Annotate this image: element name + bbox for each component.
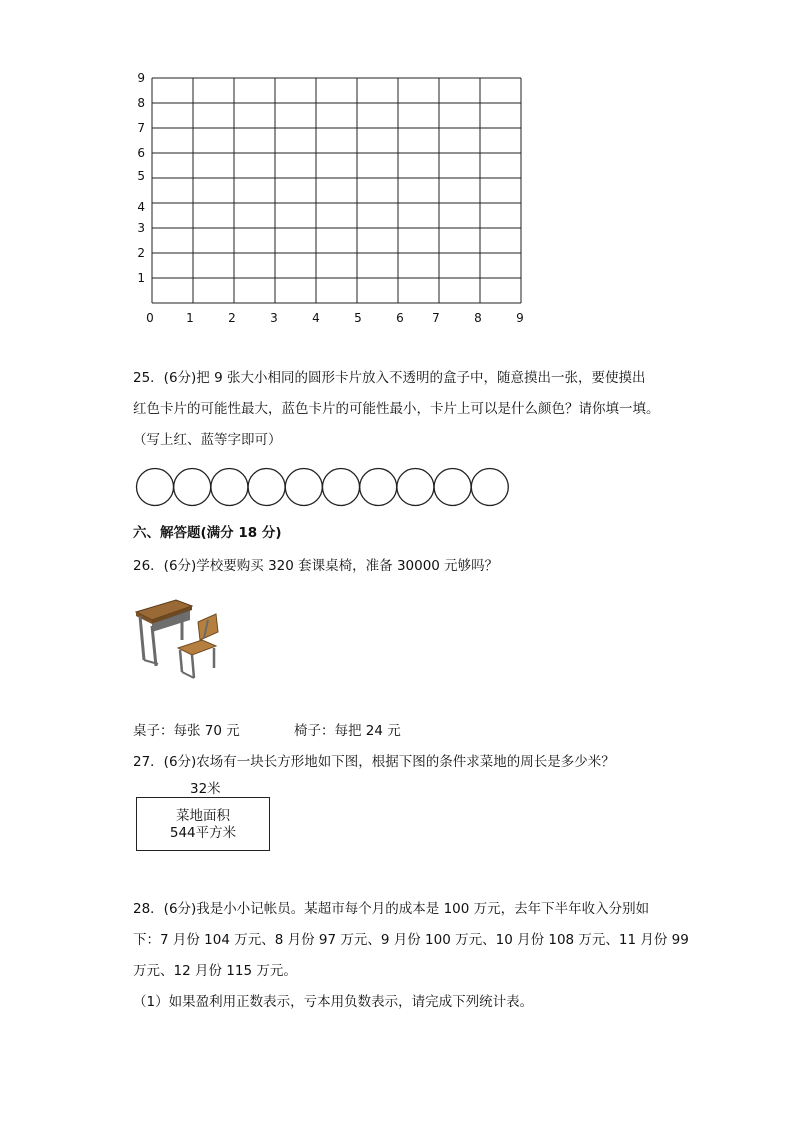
q25-text-line2: 红色卡片的可能性最大，蓝色卡片的可能性最小，卡片上可以是什么颜色？请你填一填。 [133,401,660,417]
x-tick-label: 3 [270,311,278,325]
field-length-label: 32米 [190,781,221,797]
card-circle[interactable] [248,469,285,506]
q26-text: 26．(6分)学校要购买 320 套课桌椅，准备 30000 元够吗？ [133,558,499,574]
x-tick-label: 2 [228,311,236,325]
q28-subquestion-1: （1）如果盈利用正数表示，亏本用负数表示，请完成下列统计表。 [133,994,534,1010]
y-tick-label: 9 [137,71,145,85]
y-tick-label: 5 [137,169,145,183]
card-circle[interactable] [211,469,248,506]
coordinate-grid [130,66,530,328]
desk-price: 桌子：每张 70 元 [133,723,240,739]
card-circle[interactable] [323,469,360,506]
x-tick-label: 4 [312,311,320,325]
card-circle[interactable] [174,469,211,506]
q28-text-line3: 万元、12 月份 115 万元。 [133,963,297,979]
y-tick-label: 4 [137,200,145,214]
card-circles-row [135,467,515,509]
y-tick-label: 6 [137,146,145,160]
card-circle[interactable] [285,469,322,506]
x-tick-label: 7 [432,311,440,325]
x-tick-label: 1 [186,311,194,325]
desk-chair-image [132,592,224,682]
card-circle[interactable] [434,469,471,506]
section-heading: 六、解答题(满分 18 分) [133,525,282,541]
x-tick-label: 0 [146,311,154,325]
x-tick-label: 6 [396,311,404,325]
card-circle[interactable] [360,469,397,506]
y-tick-label: 2 [137,246,145,260]
y-tick-label: 7 [137,121,145,135]
chair-price: 椅子：每把 24 元 [294,723,401,739]
q28-text-line2: 下：7 月份 104 万元、8 月份 97 万元、9 月份 100 万元、10 月份 108 万元、11 月份 99 [133,932,689,948]
card-circle[interactable] [397,469,434,506]
q27-text: 27．(6分)农场有一块长方形地如下图，根据下图的条件求菜地的周长是多少米？ [133,754,615,770]
q28-text-line1: 28．(6分)我是小小记帐员。某超市每个月的成本是 100 万元，去年下半年收入分别如 [133,901,650,917]
field-area-title: 菜地面积 [176,808,230,824]
card-circle[interactable] [137,469,174,506]
x-tick-label: 9 [516,311,524,325]
y-tick-label: 8 [137,96,145,110]
q25-text-line3: （写上红、蓝等字即可） [133,432,282,448]
x-tick-label: 5 [354,311,362,325]
field-area-value: 544平方米 [169,825,237,841]
y-tick-label: 1 [137,271,145,285]
y-tick-label: 3 [137,221,145,235]
q25-text-line1: 25．(6分)把 9 张大小相同的圆形卡片放入不透明的盒子中，随意摸出一张，要使摸出 [133,370,646,386]
vegetable-field-rectangle [136,797,270,851]
card-circle[interactable] [471,469,508,506]
x-tick-label: 8 [474,311,482,325]
